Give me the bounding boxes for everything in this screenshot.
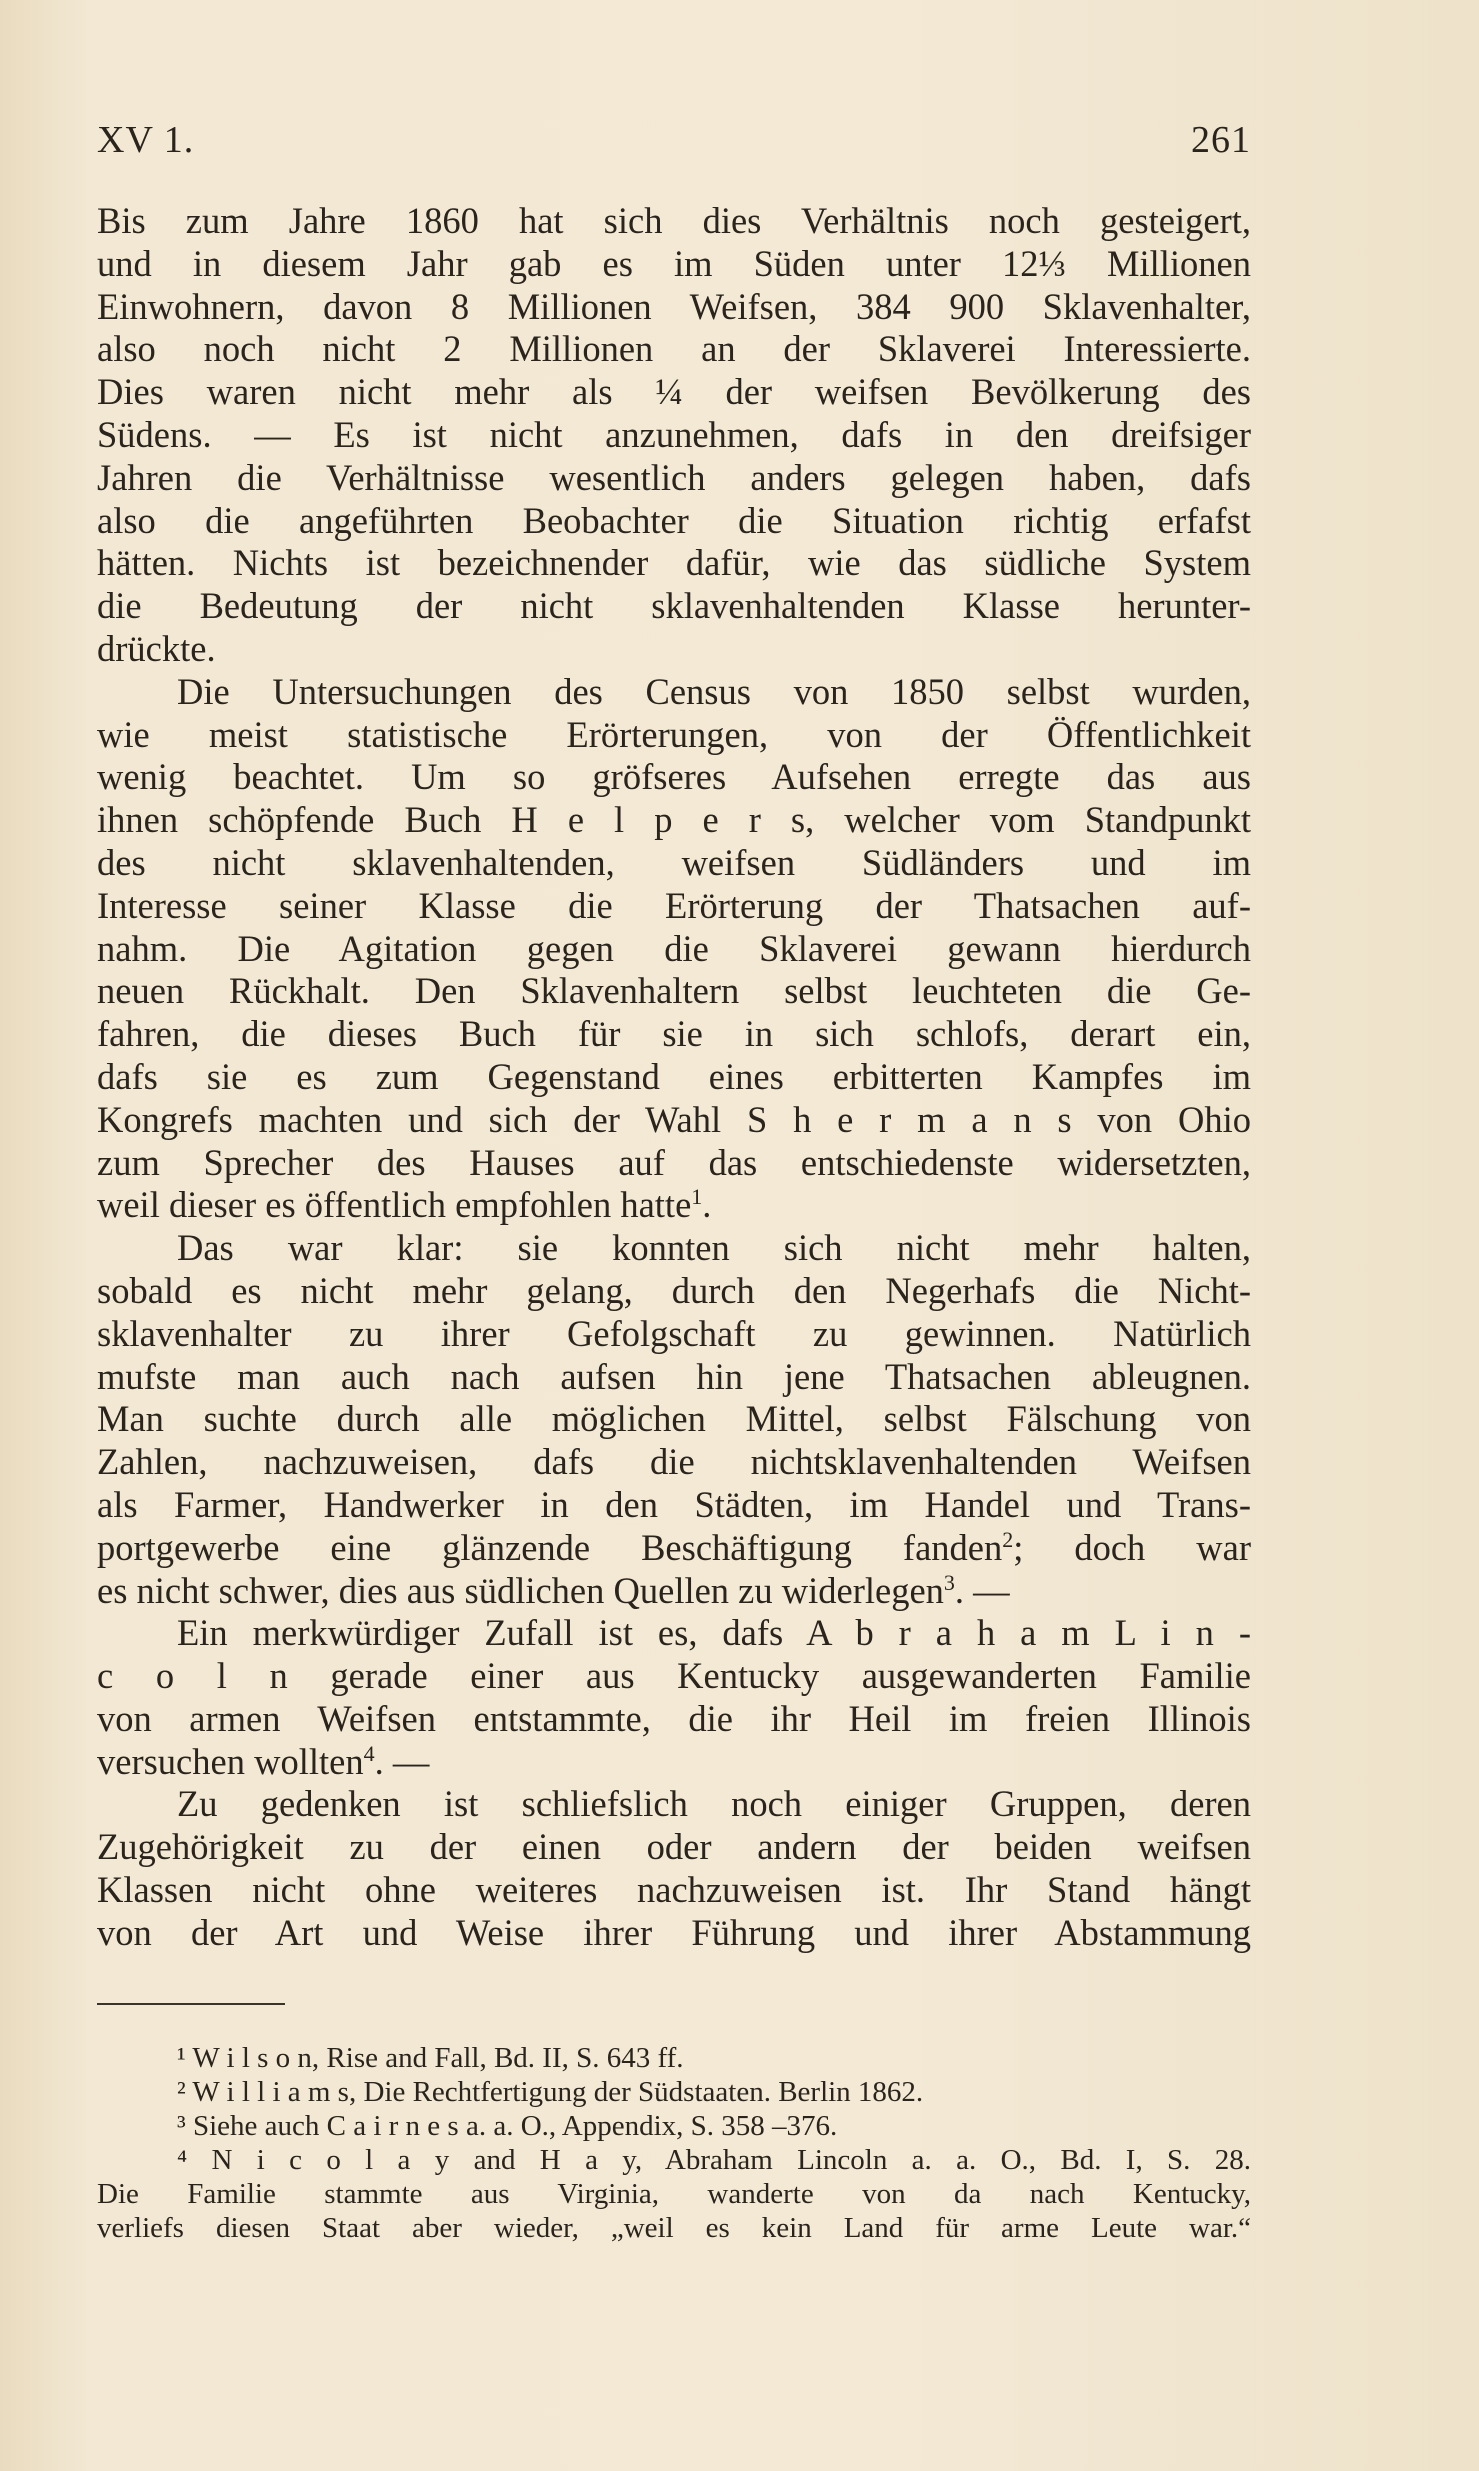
line-text: mufste man auch nach aufsen hin jene Thatsachen ableugnen.: [97, 1355, 1251, 1397]
line-text: Dies waren nicht mehr als ¼ der weifsen Bevölkerung des: [97, 371, 1251, 413]
footnote-marker[interactable]: 2: [1002, 1526, 1014, 1552]
line-text: ihnen schöpfende Buch H e l p e r s, welcher vom Standpunkt: [97, 799, 1251, 841]
line-text: sklavenhalter zu ihrer Gefolgschaft zu gewinnen. Natürlich: [97, 1312, 1251, 1354]
text-line: [97, 585, 1251, 628]
line-text: dafs sie es zum Gegenstand eines erbitterten Kampfes im: [97, 1055, 1251, 1097]
text-line: [97, 1142, 1251, 1185]
text-line: [97, 671, 1251, 714]
text-line: [97, 1099, 1251, 1142]
line-text: Die Untersuchungen des Census von 1850 selbst wurden,: [177, 670, 1251, 712]
footnote-line: verliefs diesen Staat aber wieder, „weil es kein Land für arme Leute war.“: [97, 2212, 1251, 2244]
text-line: [97, 1570, 1251, 1613]
text-line: [97, 1313, 1251, 1356]
line-text: von armen Weifsen entstammte, die ihr Heil im freien Illinois: [97, 1697, 1251, 1739]
text-line: [97, 243, 1251, 286]
text-line: [97, 328, 1251, 371]
text-line: [97, 714, 1251, 757]
text-line: [97, 1869, 1251, 1912]
line-text: als Farmer, Handwerker in den Städten, im Handel und Trans-: [97, 1483, 1251, 1525]
page-header: [97, 118, 1251, 162]
text-line: [97, 1356, 1251, 1399]
line-text: Man suchte durch alle möglichen Mittel, selbst Fälschung von: [97, 1398, 1251, 1440]
line-text: Interesse seiner Klasse die Erörterung der Thatsachen auf-: [97, 884, 1251, 926]
text-line: [97, 200, 1251, 243]
text-line: [97, 628, 1251, 671]
text-line: [97, 457, 1251, 500]
line-text: Ein merkwürdiger Zufall ist es, dafs A b r a h a m L i n -: [177, 1612, 1251, 1654]
text-line: [97, 1698, 1251, 1741]
text-line: [97, 1270, 1251, 1313]
footnotes: [97, 2041, 1251, 2245]
footnote-marker[interactable]: 3: [943, 1569, 955, 1595]
line-text: es nicht schwer, dies aus südlichen Quellen zu widerlegen: [97, 1569, 944, 1611]
line-text-tail: ; doch war: [1013, 1526, 1251, 1568]
footnote-line: ³ Siehe auch C a i r n e s a. a. O., Appendix, S. 358 –376.: [177, 2110, 838, 2142]
line-text: und in diesem Jahr gab es im Süden unter 12⅓ Millionen: [97, 242, 1251, 284]
line-text: weil dieser es öffentlich empfohlen hatte: [97, 1184, 692, 1226]
line-text: also die angeführten Beobachter die Situation richtig erfafst: [97, 499, 1251, 541]
line-text: versuchen wollten: [97, 1740, 364, 1782]
line-text: von der Art und Weise ihrer Führung und ihrer Abstammung: [97, 1911, 1251, 1953]
line-text: wenig beachtet. Um so gröfseres Aufsehen erregte das aus: [97, 756, 1251, 798]
footnote-line: ⁴ N i c o l a y and H a y, Abraham Lincoln a. a. O., Bd. I, S. 28.: [177, 2144, 1251, 2176]
text-line: [97, 414, 1251, 457]
text-line: [97, 1056, 1251, 1099]
footnote-line: Die Familie stammte aus Virginia, wanderte von da nach Kentucky,: [97, 2178, 1251, 2210]
line-text: zum Sprecher des Hauses auf das entschiedenste widersetzten,: [97, 1141, 1251, 1183]
line-text: portgewerbe eine glänzende Beschäftigung fanden: [97, 1526, 1003, 1568]
line-text: Das war klar: sie konnten sich nicht mehr halten,: [177, 1227, 1251, 1269]
text-line: [97, 1741, 1251, 1784]
text-line: [97, 928, 1251, 971]
line-text: sobald es nicht mehr gelang, durch den Negerhafs die Nicht-: [97, 1269, 1251, 1311]
text-line: [97, 500, 1251, 543]
text-line: [97, 1826, 1251, 1869]
text-line: [97, 371, 1251, 414]
text-line: [97, 885, 1251, 928]
text-line: [97, 842, 1251, 885]
line-text: Einwohnern, davon 8 Millionen Weifsen, 384 900 Sklavenhalter,: [97, 285, 1251, 327]
footnote-marker[interactable]: 1: [691, 1184, 703, 1210]
line-text-tail: .: [702, 1184, 712, 1226]
text-line: [97, 1484, 1251, 1527]
text-line: [97, 1783, 1251, 1826]
line-text: Zahlen, nachzuweisen, dafs die nichtsklavenhaltenden Weifsen: [97, 1441, 1251, 1483]
text-line: [97, 1912, 1251, 1955]
line-text: hätten. Nichts ist bezeichnender dafür, wie das südliche System: [97, 542, 1251, 584]
line-text: fahren, die dieses Buch für sie in sich schlofs, derart ein,: [97, 1013, 1251, 1055]
footnote-marker[interactable]: 4: [363, 1740, 375, 1766]
section-label: XV 1.: [97, 119, 195, 161]
text-line: [97, 1527, 1251, 1570]
text-line: [97, 542, 1251, 585]
text-line: [97, 1184, 1251, 1227]
text-line: [97, 1612, 1251, 1655]
line-text: Zu gedenken ist schliefslich noch einiger Gruppen, deren: [177, 1783, 1251, 1825]
text-line: [97, 970, 1251, 1013]
line-text: drückte.: [97, 627, 216, 669]
line-text: Zugehörigkeit zu der einen oder andern der beiden weifsen: [97, 1826, 1251, 1868]
footnote-line: ¹ W i l s o n, Rise and Fall, Bd. II, S. 643 ff.: [177, 2042, 684, 2074]
line-text: wie meist statistische Erörterungen, von der Öffentlichkeit: [97, 713, 1251, 755]
page-number: 261: [1191, 119, 1251, 161]
text-line: [97, 799, 1251, 842]
line-text: neuen Rückhalt. Den Sklavenhaltern selbst leuchteten die Ge-: [97, 970, 1251, 1012]
line-text: c o l n gerade einer aus Kentucky ausgewanderten Familie: [97, 1655, 1251, 1697]
text-line: [97, 1227, 1251, 1270]
line-text: Klassen nicht ohne weiteres nachzuweisen ist. Ihr Stand hängt: [97, 1869, 1251, 1911]
line-text: die Bedeutung der nicht sklavenhaltenden Klasse herunter-: [97, 585, 1251, 627]
text-line: [97, 1013, 1251, 1056]
line-text: Südens. — Es ist nicht anzunehmen, dafs in den dreifsiger: [97, 413, 1251, 455]
line-text: Jahren die Verhältnisse wesentlich anders gelegen haben, dafs: [97, 456, 1251, 498]
line-text: nahm. Die Agitation gegen die Sklaverei gewann hierdurch: [97, 927, 1251, 969]
body-text: [97, 200, 1251, 1955]
text-line: [97, 1441, 1251, 1484]
text-line: [97, 1398, 1251, 1441]
line-text: Bis zum Jahre 1860 hat sich dies Verhältnis noch gesteigert,: [97, 200, 1251, 241]
line-text: des nicht sklavenhaltenden, weifsen Südländers und im: [97, 841, 1251, 883]
text-line: [97, 286, 1251, 329]
footnote-line: ² W i l l i a m s, Die Rechtfertigung der Südstaaten. Berlin 1862.: [177, 2076, 924, 2108]
line-text: Kongrefs machten und sich der Wahl S h e r m a n s von Ohio: [97, 1098, 1251, 1140]
text-line: [97, 756, 1251, 799]
line-text-tail: . —: [954, 1569, 1010, 1611]
footnote-rule: [97, 2003, 285, 2005]
text-line: [97, 1655, 1251, 1698]
line-text: also noch nicht 2 Millionen an der Sklaverei Interessierte.: [97, 328, 1251, 370]
line-text-tail: . —: [374, 1740, 430, 1782]
